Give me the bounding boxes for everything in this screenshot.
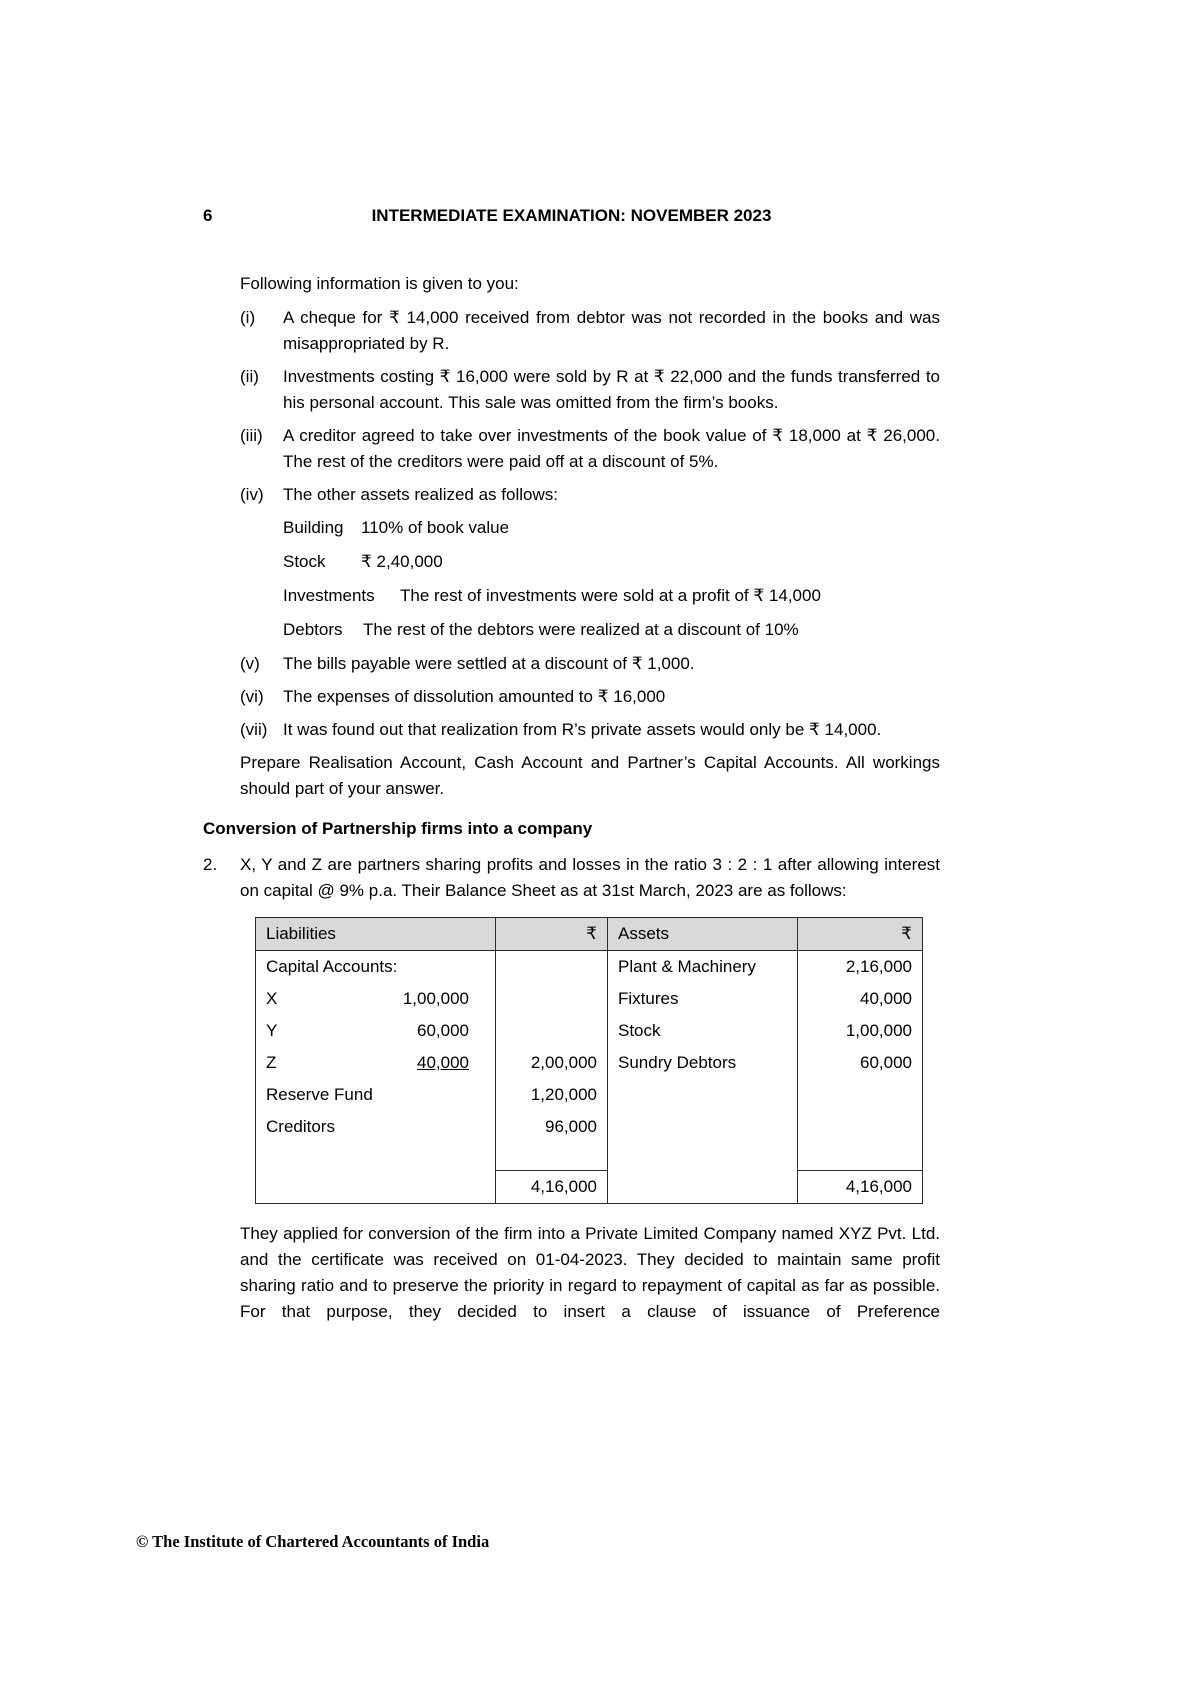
list-item-v: [240, 651, 940, 677]
sub-item-investments: [283, 583, 940, 609]
page-header: [203, 203, 940, 229]
liability-amount: [496, 951, 608, 984]
item-label: (iii): [240, 426, 263, 445]
item-text: The expenses of dissolution amounted to ₹ 16,000: [283, 687, 666, 706]
item-label: (v): [240, 654, 260, 673]
liability-amount: 2,00,000: [496, 1047, 608, 1079]
list-item-ii: [240, 364, 940, 416]
table-row: [256, 1079, 923, 1111]
asset-amount: [798, 1079, 923, 1111]
asset-amount: 40,000: [798, 983, 923, 1015]
liability-amount: [496, 983, 608, 1015]
question-text: X, Y and Z are partners sharing profits and losses in the ratio 3 : 2 : 1 after allowing interest on capital @ 9% p.a. Their Balance Sheet as at 31st March, 2023 are as follows:: [240, 855, 940, 900]
closing-paragraph: They applied for conversion of the firm into a Private Limited Company named XYZ Pvt. Ltd. and the certificate was received on 01-04-2023. They decided to maintain same profit sharing ratio and to preserve the priority in regard to repayment of capital as far as possible. For that purpose, they decided to insert a clause of issuance of Preference: [240, 1223, 940, 1321]
table-row: [256, 951, 923, 984]
liability-name: Creditors: [266, 1117, 335, 1136]
sub-item-building: [283, 515, 940, 541]
table-row: [256, 1111, 923, 1143]
bs-header-assets: Assets: [608, 918, 798, 951]
asset-amount: 2,16,000: [798, 951, 923, 984]
sub-item-label: Investments: [283, 586, 375, 605]
table-total-row: [256, 1170, 923, 1203]
sub-item-label: Debtors: [283, 620, 343, 639]
list-item-iv: [240, 482, 940, 508]
list-item-vii: [240, 717, 940, 743]
total-liabilities: 4,16,000: [496, 1170, 608, 1203]
page-number: 6: [203, 206, 213, 225]
item-iv-details: [283, 515, 940, 643]
list-item-vi: [240, 684, 940, 710]
list-item-iii: [240, 423, 940, 475]
asset-name: Sundry Debtors: [608, 1047, 798, 1079]
liability-inner-amount: 60,000: [417, 1021, 469, 1040]
list-item-i: [240, 305, 940, 357]
asset-amount: 1,00,000: [798, 1015, 923, 1047]
item-label: (vi): [240, 687, 264, 706]
liability-inner-amount: 1,00,000: [402, 989, 469, 1008]
sub-item-debtors: [283, 617, 940, 643]
item-label: (vii): [240, 720, 268, 739]
sub-item-text: The rest of investments were sold at a profit of ₹ 14,000: [400, 586, 821, 605]
table-row: [256, 1015, 923, 1047]
asset-amount: [798, 1111, 923, 1143]
question-number: 2.: [203, 855, 218, 874]
asset-amount: 60,000: [798, 1047, 923, 1079]
intro-text: Following information is given to you:: [240, 274, 519, 293]
item-text: The bills payable were settled at a discount of ₹ 1,000.: [283, 654, 695, 673]
liability-inner-amount: 40,000: [417, 1053, 469, 1072]
asset-name: Plant & Machinery: [608, 951, 798, 984]
liability-name: Y: [266, 1021, 278, 1040]
liability-amount: [496, 1015, 608, 1047]
asset-name: [608, 1111, 798, 1143]
balance-sheet-wrapper: [255, 917, 940, 1204]
sub-item-label: Stock: [283, 552, 326, 571]
sub-item-text: 110% of book value: [361, 518, 510, 537]
bs-header-liabilities: Liabilities: [256, 918, 496, 951]
liability-amount: 96,000: [496, 1111, 608, 1143]
liability-name: X: [266, 989, 278, 1008]
liability-name: Reserve Fund: [266, 1085, 373, 1104]
table-header-row: [256, 918, 923, 951]
item-text: A cheque for ₹ 14,000 received from debtor was not recorded in the books and was misappropriated by R.: [283, 308, 940, 353]
sub-item-label: Building: [283, 518, 344, 537]
item-label: (iv): [240, 485, 264, 504]
sub-item-text: The rest of the debtors were realized at a discount of 10%: [363, 620, 799, 639]
header-title: INTERMEDIATE EXAMINATION: NOVEMBER 2023: [371, 206, 772, 225]
table-row: [256, 1047, 923, 1079]
page-footer: © The Institute of Chartered Accountants of India: [136, 1532, 490, 1551]
bs-header-liab-rupee: ₹: [496, 918, 608, 951]
item-text: The other assets realized as follows:: [283, 485, 558, 504]
item-text: Investments costing ₹ 16,000 were sold by R at ₹ 22,000 and the funds transferred to his personal account. This sale was omitted from the firm’s books.: [283, 367, 940, 412]
asset-name: Stock: [608, 1015, 798, 1047]
liability-amount: 1,20,000: [496, 1079, 608, 1111]
item-text: A creditor agreed to take over investments of the book value of ₹ 18,000 at ₹ 26,000. The rest of the creditors were paid off at a discount of 5%.: [283, 426, 940, 471]
liability-name: Capital Accounts:: [266, 957, 398, 976]
info-list: [203, 305, 940, 743]
sub-item-stock: [283, 549, 940, 575]
table-row: [256, 983, 923, 1015]
item-label: (i): [240, 308, 256, 327]
total-assets: 4,16,000: [798, 1170, 923, 1203]
table-spacer-row: [256, 1143, 923, 1170]
prepare-note: Prepare Realisation Account, Cash Account and Partner’s Capital Accounts. All workings should part of your answer.: [240, 753, 940, 798]
sub-item-text: ₹ 2,40,000: [361, 552, 443, 571]
asset-name: Fixtures: [608, 983, 798, 1015]
asset-name: [608, 1079, 798, 1111]
section-heading: Conversion of Partnership firms into a company: [203, 819, 593, 838]
question-2: [203, 852, 940, 904]
bs-header-asset-rupee: ₹: [798, 918, 923, 951]
balance-sheet-table: [255, 917, 923, 1204]
item-text: It was found out that realization from R’s private assets would only be ₹ 14,000.: [283, 720, 882, 739]
liability-name: Z: [266, 1053, 277, 1072]
page-content: [203, 203, 940, 1325]
item-label: (ii): [240, 367, 259, 386]
